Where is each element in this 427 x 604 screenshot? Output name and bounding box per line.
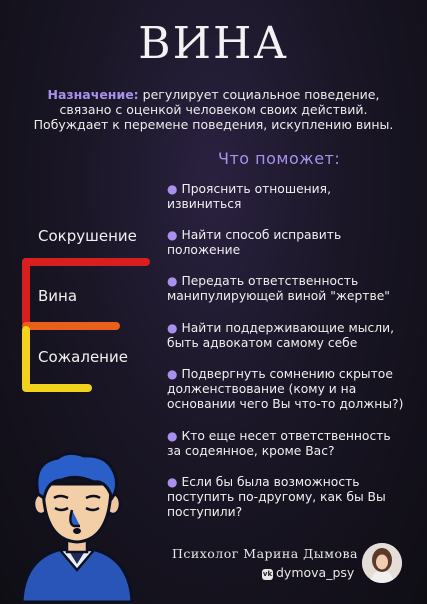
bullet-icon: ●	[167, 367, 178, 381]
bullet-icon: ●	[167, 321, 178, 335]
vk-handle[interactable]	[262, 565, 354, 580]
scale-bar-orange	[22, 322, 120, 330]
vk-icon: vk	[262, 570, 273, 578]
bullet-icon: ●	[167, 274, 178, 288]
scale-vbar-red	[22, 258, 30, 326]
tip-item: ● Найти поддерживающие мысли, быть адвокатом самому себе	[167, 321, 395, 350]
tip-item: ● Подвергнуть сомнению скрытое долженствование (кому и на основании чего Вы что-то должны?)	[167, 367, 404, 411]
bullet-icon: ●	[167, 182, 178, 196]
scale-bar-yellow	[22, 384, 92, 392]
tip-item: ● Передать ответственность манипулирующей виной "жертве"	[167, 274, 390, 303]
tip-item: ● Найти способ исправить положение	[167, 228, 342, 257]
purpose-line2: связано с оценкой человеком своих действий.	[59, 102, 368, 117]
scale-vbar-yellow	[22, 326, 30, 390]
sad-man-illustration	[14, 452, 140, 602]
handle-text: dymova_psy	[276, 565, 355, 580]
scale-label-sokrushenie: Сокрушение	[38, 227, 137, 245]
help-title: Что поможет:	[218, 149, 341, 168]
tip-item: ● Если бы была возможность поступить по-другому, как бы Вы поступили?	[167, 475, 386, 519]
avatar-portrait-icon	[362, 543, 402, 583]
scale-label-sozhalenie: Сожаление	[38, 348, 128, 366]
page-title: ВИНА	[138, 18, 289, 69]
purpose-label: Назначение:	[47, 87, 139, 102]
author-credit: Психолог Марина Дымова	[172, 546, 358, 561]
purpose-text	[18, 87, 409, 132]
scale-bar-red	[22, 258, 150, 266]
bullet-icon: ●	[167, 228, 178, 242]
avatar	[362, 543, 402, 583]
bullet-icon: ●	[167, 475, 178, 489]
purpose-line3: Побуждает к перемене поведения, искуплению вины.	[33, 117, 394, 132]
tip-item: ● Прояснить отношения, извиниться	[167, 182, 331, 211]
purpose-line1: регулирует социальное поведение,	[138, 87, 380, 102]
scale-label-vina: Вина	[38, 287, 78, 305]
bullet-icon: ●	[167, 429, 178, 443]
tip-item: ● Кто еще несет ответственность за содеянное, кроме Вас?	[167, 429, 391, 458]
